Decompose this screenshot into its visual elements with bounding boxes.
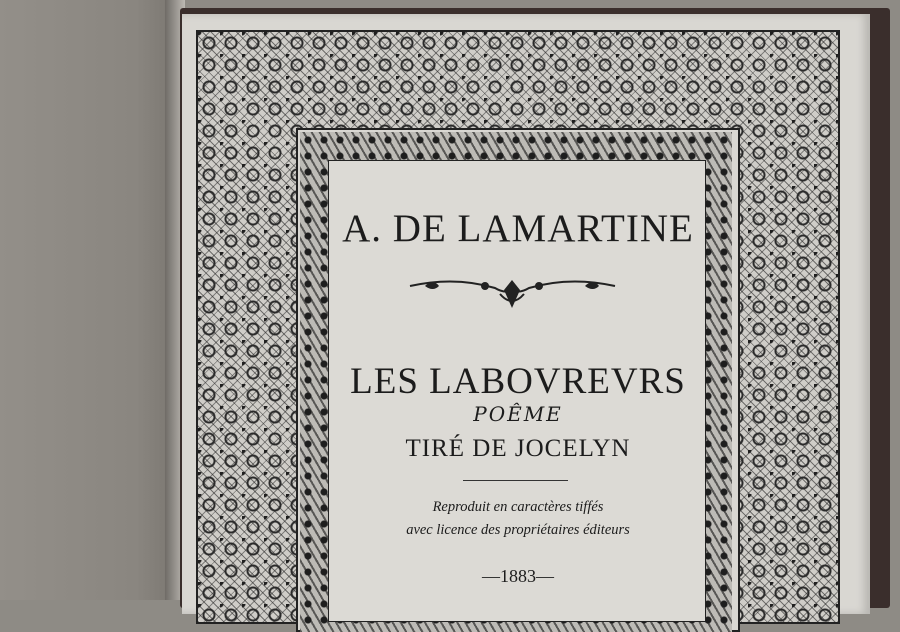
author-name: A. DE LAMARTINE — [342, 207, 694, 250]
publication-year: —1883— — [482, 566, 554, 586]
note-line-2: avec licence des propriétaires éditeurs — [406, 522, 630, 538]
source-line: TIRÉ DE JOCELYN — [405, 435, 631, 462]
fleuron-ornament-icon — [405, 272, 620, 312]
note-line-1: Reproduit en caractères tiffés — [432, 499, 604, 515]
book-title: LES LABOVREVRS — [350, 361, 686, 402]
divider-rule — [463, 480, 568, 481]
book-cover-left — [0, 0, 170, 600]
subtitle: POÊME — [473, 402, 563, 426]
